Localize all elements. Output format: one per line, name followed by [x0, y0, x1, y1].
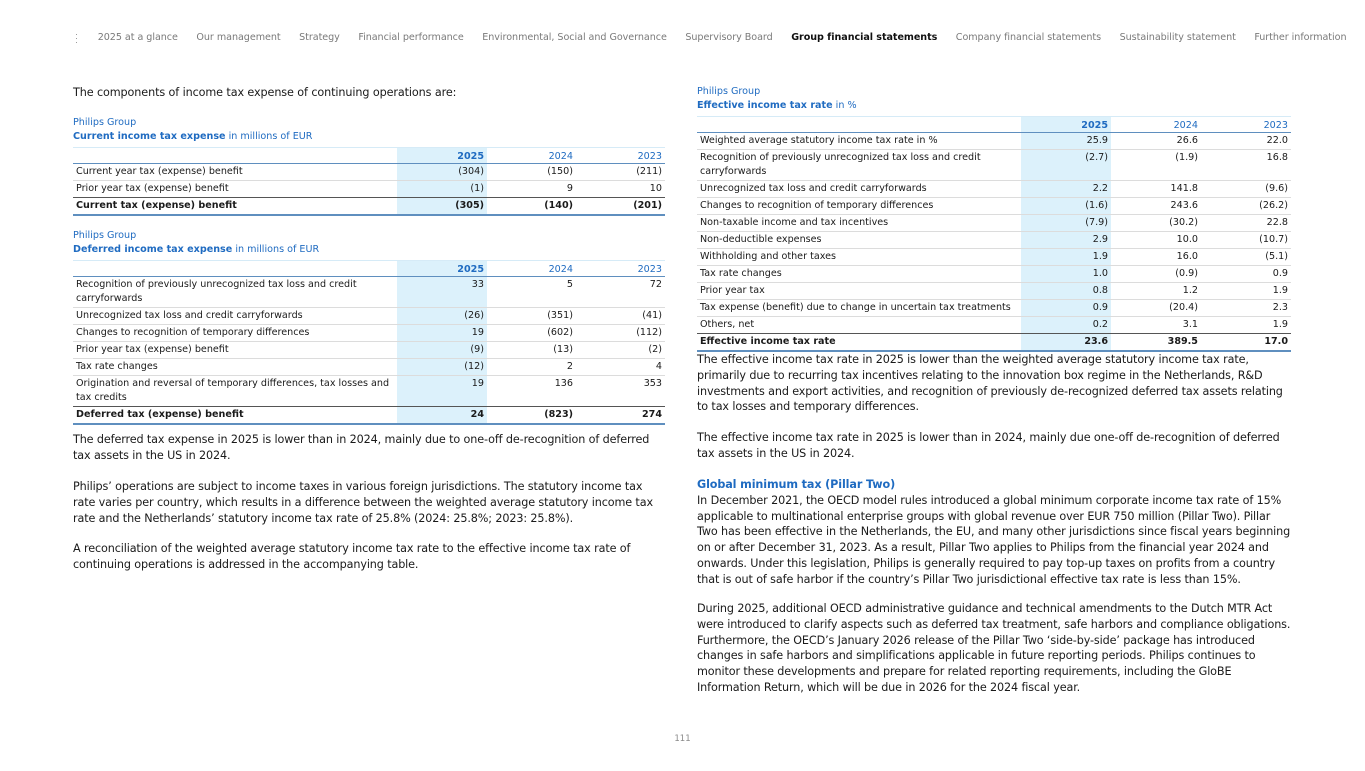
table-row [73, 342, 665, 359]
cell-2024: 10.0 [1111, 232, 1201, 249]
table-row [73, 164, 665, 181]
cell-2023: (5.1) [1201, 249, 1291, 266]
intro-text: The components of income tax expense of continuing operations are: [73, 86, 457, 99]
row-label: Withholding and other taxes [697, 249, 1021, 266]
cell-2023: (26.2) [1201, 198, 1291, 215]
cell-2025: 0.2 [1021, 317, 1111, 334]
table-row [697, 300, 1291, 317]
nav-item-financial-performance[interactable]: Financial performance [358, 31, 464, 43]
cell-2023: (2) [576, 342, 665, 359]
total-2024: 389.5 [1111, 334, 1201, 352]
header-label [73, 261, 397, 277]
table-row [73, 277, 665, 308]
table-total-row [73, 407, 665, 425]
cell-2024: (351) [487, 308, 576, 325]
paragraph: The deferred tax expense in 2025 is lower than in 2024, mainly due to one-off de-recognition of deferred tax assets in the US in 2024. [73, 433, 650, 462]
paragraph: During 2025, additional OECD administrative guidance and technical amendments to the Dutch MTR Act were introduced to clarify aspects such as deferred tax treatment, safe harbors and compliance obligations. Furthermore, the OECD’s January 2026 release of the Pillar Two ‘side-by-side’ package has introduced changes in safe harbors and simplifications applicable in future reporting periods. Philips continues to monitor these developments and prepare for related reporting requirements, including the GloBE Information Return, which will be due in 2026 for the 2024 fiscal year. [697, 602, 1291, 694]
table-row [697, 150, 1291, 181]
total-label: Deferred tax (expense) benefit [73, 407, 397, 425]
row-label: Tax expense (benefit) due to change in uncertain tax treatments [697, 300, 1021, 317]
cell-2023: 1.9 [1272, 319, 1288, 330]
cell-2023: 353 [643, 378, 662, 389]
header-year: 2023 [576, 261, 665, 277]
cell-2024: 5 [487, 277, 576, 308]
paragraph: Philips’ operations are subject to income taxes in various foreign jurisdictions. The statutory income tax rate varies per country, which results in a difference between the weighted average statutory income tax rate and the Netherlands’ statutory income tax rate of 25.8% (2024: 25.8%; 2023: 25.8%). [73, 480, 653, 525]
table-title-unit: in % [832, 100, 857, 111]
cell-2025: (7.9) [1021, 215, 1111, 232]
total-2024: (823) [487, 407, 576, 425]
cell-2025: (9) [397, 342, 487, 359]
effective-rate-table-body [697, 133, 1291, 352]
nav-item-supervisory-board[interactable]: Supervisory Board [685, 31, 773, 43]
top-navigation [0, 0, 1365, 74]
cell-2023: 72 [576, 277, 665, 308]
current-tax-table [73, 147, 665, 216]
current-tax-table-block [73, 116, 665, 216]
cell-2023: (211) [576, 164, 665, 181]
header-year: 2025 [1021, 117, 1111, 133]
nav-item-company-financial-statements[interactable]: Company financial statements [955, 31, 1102, 43]
cell-2025: 2.9 [1021, 232, 1111, 249]
total-label: Current tax (expense) benefit [73, 198, 397, 216]
cell-2024: (150) [487, 164, 576, 181]
table-header-row [73, 261, 665, 277]
total-label: Effective income tax rate [697, 334, 1021, 352]
row-label: Current year tax (expense) benefit [73, 164, 397, 181]
row-label: Unrecognized tax loss and credit carryforwards [697, 181, 1021, 198]
header-label [697, 117, 1021, 133]
header-year: 2023 [576, 148, 665, 164]
cell-2025: (2.7) [1021, 150, 1111, 181]
deferred-tax-table-block [73, 229, 665, 425]
table-row [73, 359, 665, 376]
cell-2025: (1.6) [1021, 198, 1111, 215]
table-row [697, 215, 1291, 232]
cell-2024: 26.6 [1111, 133, 1201, 150]
cell-2023: (9.6) [1201, 181, 1291, 198]
section-heading: Global minimum tax (Pillar Two) [697, 478, 896, 491]
nav-item-esg[interactable]: Environmental, Social and Governance [482, 31, 667, 43]
cell-2024: 2 [487, 359, 576, 376]
header-year: 2024 [487, 261, 576, 277]
cell-2023: 16.8 [1201, 150, 1291, 181]
cell-2024: 136 [554, 378, 573, 389]
cell-2023: 2.3 [1201, 300, 1291, 317]
table-total-row [697, 334, 1291, 352]
cell-2024: (13) [487, 342, 576, 359]
table-row [697, 198, 1291, 215]
table-row [697, 317, 1291, 334]
total-2023: (201) [576, 198, 665, 216]
table-row [73, 376, 665, 407]
table-row [73, 308, 665, 325]
row-label: Prior year tax (expense) benefit [73, 342, 397, 359]
cell-2024: (20.4) [1111, 300, 1201, 317]
table-row [73, 325, 665, 342]
deferred-tax-table [73, 260, 665, 425]
table-row [697, 133, 1291, 150]
cell-2024: 243.6 [1111, 198, 1201, 215]
cell-2025: 2.2 [1021, 181, 1111, 198]
nav-item-further-information[interactable]: Further information [1254, 31, 1347, 43]
paragraph: A reconciliation of the weighted average statutory income tax rate to the effective income tax rate of continuing operations is addressed in the accompanying table. [73, 542, 631, 571]
table-header-row [73, 148, 665, 164]
total-2023: 274 [576, 407, 665, 425]
table-title [697, 99, 1291, 113]
row-label: Origination and reversal of temporary differences, tax losses and tax credits [76, 378, 390, 403]
table-row [697, 283, 1291, 300]
cell-2024: (1.9) [1111, 150, 1201, 181]
table-title-bold: Deferred income tax expense [73, 244, 233, 255]
cell-2025: 19 [397, 325, 487, 342]
cell-2025: 25.9 [1021, 133, 1111, 150]
cell-2025: (304) [397, 164, 487, 181]
row-label: Prior year tax (expense) benefit [76, 183, 229, 194]
table-org-label: Philips Group [73, 117, 137, 128]
row-label: Changes to recognition of temporary differences [697, 198, 1021, 215]
cell-2023: 10 [649, 183, 662, 194]
paragraph: The effective income tax rate in 2025 is lower than the weighted average statutory income tax rate, primarily due to recurring tax incentives relating to the innovation box regime in the Netherlands, R&D investments and export activities, and recognition of previously de-recognized deferred tax assets relating to tax losses and temporary differences. [697, 353, 1283, 414]
cell-2025: (1) [397, 181, 487, 198]
table-row [697, 232, 1291, 249]
table-row [697, 266, 1291, 283]
cell-2023: 4 [576, 359, 665, 376]
paragraph: In December 2021, the OECD model rules introduced a global minimum corporate income tax rate of 15% applicable to multinational enterprise groups with global revenue over EUR 750 million (Pillar Two). Pillar Two has been effective in the Netherlands, the EU, and many other jurisdictions since fiscal years beginning on or after December 31, 2023. As a result, Pillar Two applies to Philips from the financial year 2024 and onwards. Under this legislation, Philips is generally required to pay top-up taxes on profits from a country that is out of safe harbor if the country’s Pillar Two jurisdictional effective tax rate is less than 15%. [697, 493, 1291, 586]
header-year: 2023 [1201, 117, 1291, 133]
total-2024: (140) [487, 198, 576, 216]
cell-2024: 16.0 [1111, 249, 1201, 266]
header-label [73, 148, 397, 164]
header-year: 2024 [487, 148, 576, 164]
row-label: Non-taxable income and tax incentives [697, 215, 1021, 232]
table-title-unit: in millions of EUR [225, 131, 313, 142]
cell-2024: (30.2) [1111, 215, 1201, 232]
cell-2025: 0.9 [1021, 300, 1111, 317]
cell-2023: 1.9 [1201, 283, 1291, 300]
table-title-bold: Current income tax expense [73, 131, 226, 142]
row-label: Tax rate changes [697, 266, 1021, 283]
cell-2025: 0.8 [1021, 283, 1111, 300]
row-label: Prior year tax [697, 283, 1021, 300]
row-label: Recognition of previously unrecognized tax loss and credit carryforwards [697, 150, 1021, 181]
effective-rate-table [697, 116, 1291, 352]
paragraph: The effective income tax rate in 2025 is lower than in 2024, mainly due one-off de-recognition of deferred tax assets in the US in 2024. [697, 431, 1280, 460]
cell-2025: (26) [397, 308, 487, 325]
total-2025: 23.6 [1021, 334, 1111, 352]
table-title-bold: Effective income tax rate [697, 100, 833, 111]
pillar-two-section [697, 477, 1293, 588]
total-2025: 24 [397, 407, 487, 425]
table-org-label: Philips Group [73, 230, 137, 241]
effective-rate-table-block [697, 85, 1291, 352]
table-row [697, 249, 1291, 266]
cell-2025: (12) [397, 359, 487, 376]
row-label: Non-deductible expenses [697, 232, 1021, 249]
cell-2025: 1.9 [1021, 249, 1111, 266]
cell-2024: (602) [487, 325, 576, 342]
row-label: Unrecognized tax loss and credit carryforwards [73, 308, 397, 325]
header-year: 2025 [397, 148, 487, 164]
nav-item-strategy[interactable]: Strategy [299, 31, 340, 43]
row-label: Others, net [700, 319, 755, 330]
cell-2023: (10.7) [1201, 232, 1291, 249]
nav-item-group-financial-statements[interactable]: Group financial statements [791, 31, 938, 43]
header-year: 2024 [1111, 117, 1201, 133]
cell-2025: 33 [397, 277, 487, 308]
table-row [73, 181, 665, 198]
nav-item-our-management[interactable]: Our management [196, 31, 281, 43]
cell-2023: (112) [576, 325, 665, 342]
cell-2024: (0.9) [1111, 266, 1201, 283]
cell-2023: 0.9 [1201, 266, 1291, 283]
cell-2024: 141.8 [1111, 181, 1201, 198]
cell-2025: 19 [397, 376, 487, 407]
cell-2025: 1.0 [1021, 266, 1111, 283]
nav-item-sustainability-statement[interactable]: Sustainability statement [1119, 31, 1236, 43]
table-total-row [73, 198, 665, 216]
cell-2024: 9 [566, 183, 573, 194]
cell-2024: 1.2 [1111, 283, 1201, 300]
cell-2024: 3.1 [1182, 319, 1198, 330]
total-2025: (305) [397, 198, 487, 216]
table-header-row [697, 117, 1291, 133]
cell-2023: (41) [576, 308, 665, 325]
page-number: 111 [674, 734, 691, 744]
table-row [697, 181, 1291, 198]
row-label: Recognition of previously unrecognized tax loss and credit carryforwards [73, 277, 397, 308]
table-title [73, 243, 665, 257]
header-year: 2025 [397, 261, 487, 277]
table-title [73, 130, 665, 144]
hamburger-menu-icon[interactable] [76, 34, 77, 43]
nav-item-at-a-glance[interactable]: 2025 at a glance [97, 31, 178, 43]
cell-2023: 22.8 [1201, 215, 1291, 232]
table-org-label: Philips Group [697, 86, 761, 97]
cell-2023: 22.0 [1201, 133, 1291, 150]
total-2023: 17.0 [1201, 334, 1291, 352]
table-title-unit: in millions of EUR [232, 244, 320, 255]
row-label: Changes to recognition of temporary differences [73, 325, 397, 342]
row-label: Weighted average statutory income tax rate in % [697, 133, 1021, 150]
row-label: Tax rate changes [73, 359, 397, 376]
